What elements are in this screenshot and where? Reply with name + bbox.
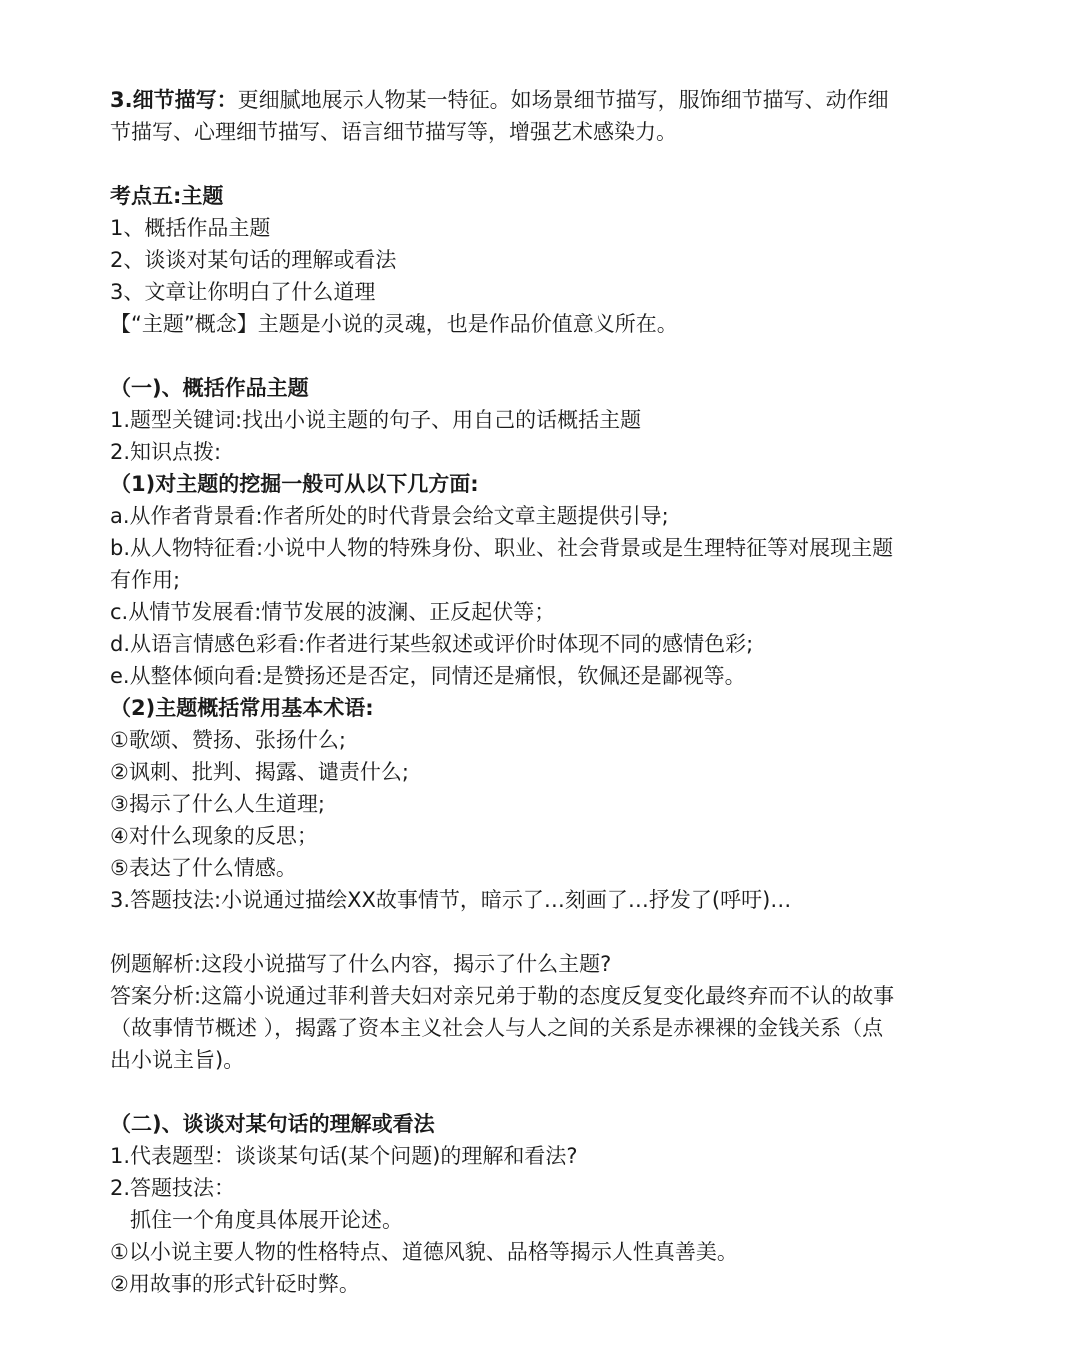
point-heading: （2)主题概括常用基本术语: [110, 696, 374, 720]
text-line: 1.代表题型：谈谈某句话(某个问题)的理解和看法? [110, 1144, 578, 1168]
list-item: ②用故事的形式针砭时弊。 [110, 1272, 360, 1296]
text-line: 2.答题技法： [110, 1176, 236, 1200]
list-item: a.从作者背景看:作者所处的时代背景会给文章主题提供引导; [110, 504, 669, 528]
answer-analysis: 出小说主旨)。 [110, 1048, 245, 1072]
text-content: 更细腻地展示人物某一特征。如场景细节描写，服饰细节描写、动作细 [237, 88, 889, 112]
point-heading: （1)对主题的挖掘一般可从以下几方面: [110, 472, 479, 496]
subsection-heading: （二)、谈谈对某句话的理解或看法 [110, 1112, 435, 1136]
blank-line [110, 340, 980, 372]
blank-line [110, 916, 980, 948]
text-line: 抓住一个角度具体展开论述。 [110, 1208, 404, 1232]
answer-analysis: （故事情节概述 ），揭露了资本主义社会人与人之间的关系是赤裸裸的金钱关系（点 [110, 1016, 884, 1040]
subsection-heading: （一)、概括作品主题 [110, 376, 309, 400]
list-item: e.从整体倾向看:是赞扬还是否定，同情还是痛恨，钦佩还是鄙视等。 [110, 664, 746, 688]
list-item: c.从情节发展看:情节发展的波澜、正反起伏等； [110, 600, 556, 624]
list-item: ③揭示了什么人生道理; [110, 792, 325, 816]
text-line: 1.题型关键词:找出小说主题的句子、用自己的话概括主题 [110, 408, 642, 432]
text-line: 3.答题技法:小说通过描绘XX故事情节，暗示了…刻画了…抒发了(呼吁)… [110, 888, 792, 912]
concept-note: 【“主题”概念】主题是小说的灵魂，也是作品价值意义所在。 [110, 312, 678, 336]
text-line: 节描写、心理细节描写、语言细节描写等，增强艺术感染力。 [110, 120, 677, 144]
blank-line [110, 1076, 980, 1108]
list-item: 1、概括作品主题 [110, 216, 271, 240]
list-item: ②讽刺、批判、揭露、谴责什么; [110, 760, 409, 784]
list-item: ⑤表达了什么情感。 [110, 856, 297, 880]
text-line [110, 84, 980, 116]
list-item: 2、谈谈对某句话的理解或看法 [110, 248, 397, 272]
example-question: 例题解析:这段小说描写了什么内容，揭示了什么主题? [110, 952, 612, 976]
list-item: ④对什么现象的反思； [110, 824, 318, 848]
list-item: ①以小说主要人物的性格特点、道德风貌、品格等揭示人性真善美。 [110, 1240, 738, 1264]
section-label: 3.细节描写： [110, 88, 238, 112]
blank-line [110, 148, 980, 180]
list-item: 3、文章让你明白了什么道理 [110, 280, 376, 304]
list-item: d.从语言情感色彩看:作者进行某些叙述或评价时体现不同的感情色彩; [110, 632, 754, 656]
list-item: ①歌颂、赞扬、张扬什么; [110, 728, 346, 752]
answer-analysis: 答案分析:这篇小说通过菲利普夫妇对亲兄弟于勒的态度反复变化最终弃而不认的故事 [110, 984, 895, 1008]
text-line: 2.知识点拨: [110, 440, 222, 464]
section-heading: 考点五:主题 [110, 184, 224, 208]
text-line: 有作用; [110, 568, 181, 592]
list-item: b.从人物特征看:小说中人物的特殊身份、职业、社会背景或是生理特征等对展现主题 [110, 536, 894, 560]
document-body [110, 84, 980, 1300]
